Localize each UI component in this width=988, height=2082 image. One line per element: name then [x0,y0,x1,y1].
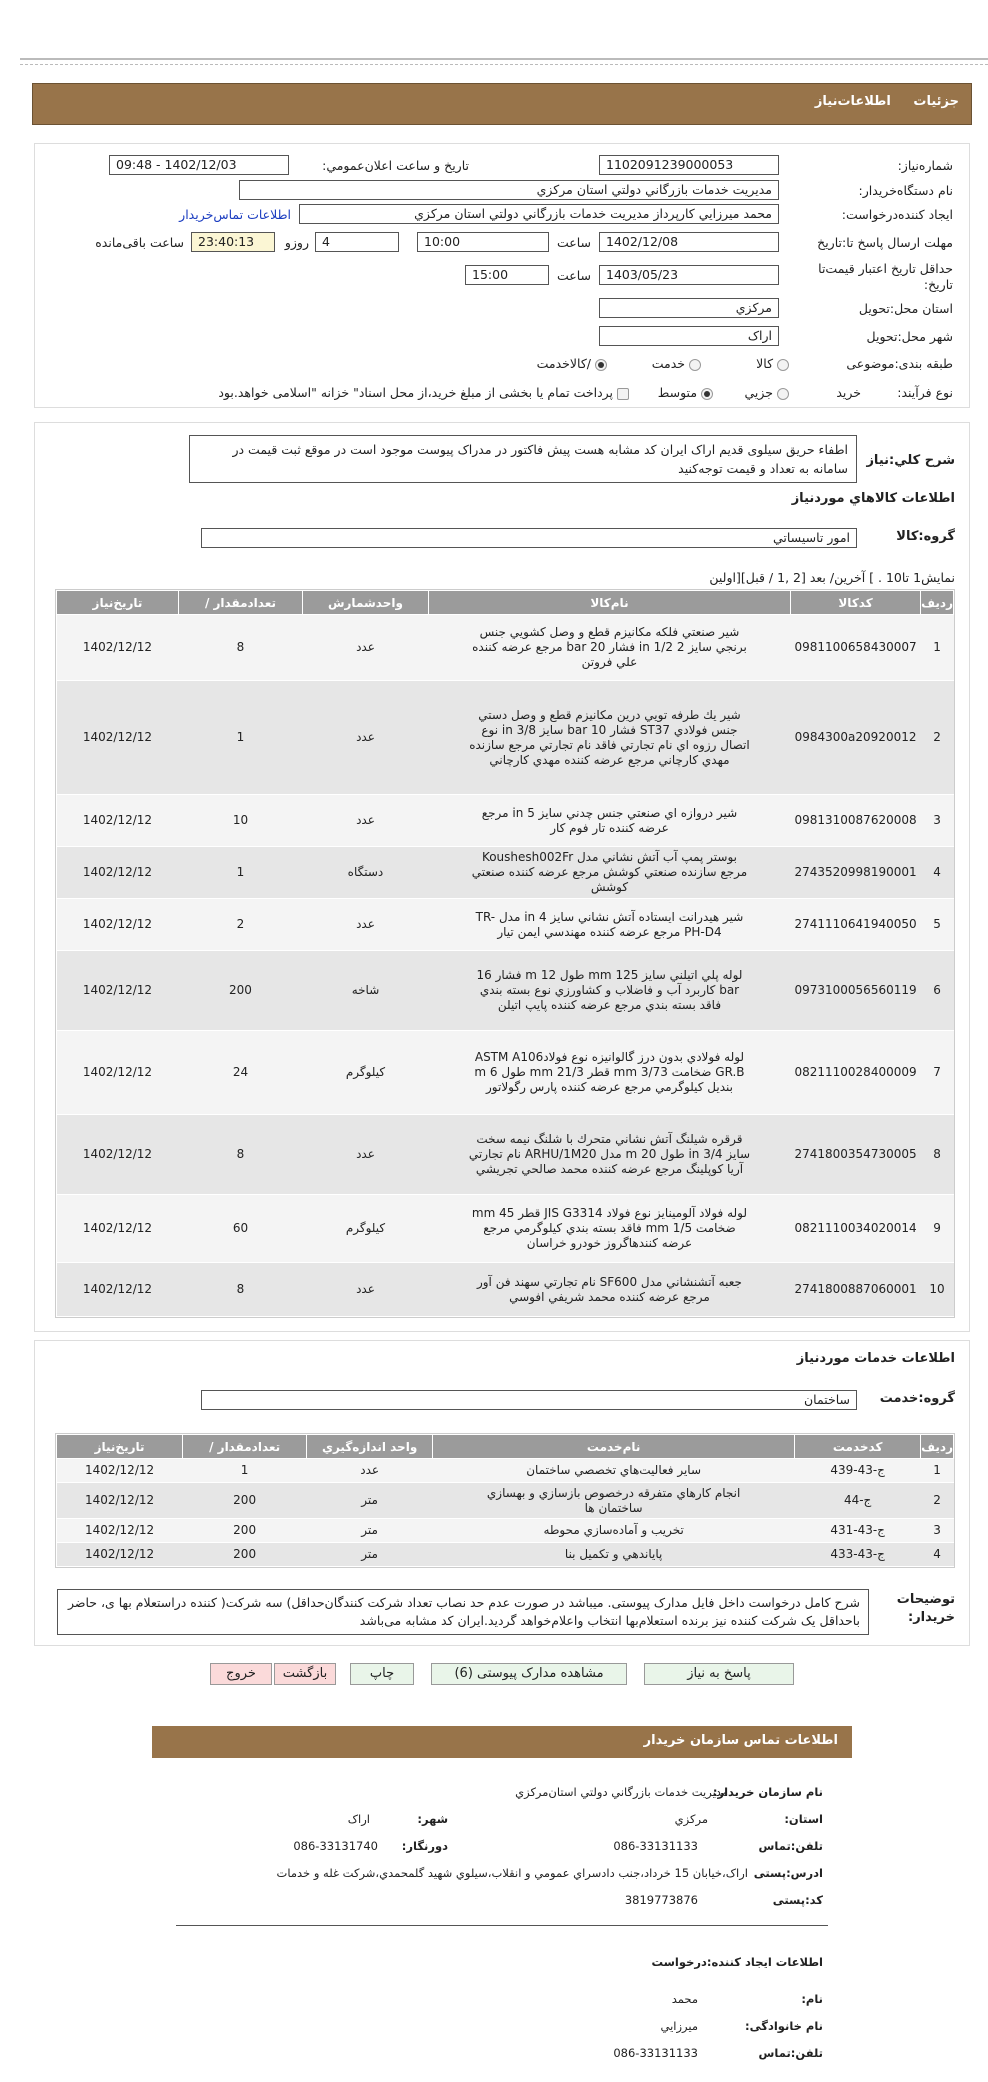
cell-n: 4 [921,1543,954,1567]
need-number-label: شماره‌نیاز: [897,158,953,173]
table-row [57,681,954,795]
table-row [57,1543,954,1567]
creator-tel-label: تلفن:تماس [758,2046,823,2060]
province-field: مركزي [599,298,779,318]
col-row: رديف [921,1435,954,1459]
cell-name: لوله فولادي بدون درز گالوانيزه نوع فولادASTM A106 GR.B ضخامت 3/73 mm قطر 21/3 mm طول 6 m بنديل كيلوگرمي مرجع عرضه كننده پارس رگولاتور [428,1031,790,1115]
cell-code: 2741800354730005 [790,1115,920,1195]
fax-label: دورنگار: [401,1839,448,1853]
cell-code: 0821110028400009 [790,1031,920,1115]
buyer-contact-link[interactable]: اطلاعات تماس‌خريدار [179,207,291,222]
service-group-label: گروه:خدمت [879,1391,955,1406]
table-row [57,847,954,899]
validity-time-label: ساعت [556,268,591,283]
cell-code: 0984300a20920012 [790,681,920,795]
cell-unit: عدد [302,681,428,795]
city-contact-value: اراک [347,1812,370,1826]
validity-date-field: 1403/05/23 [599,265,779,285]
cell-n: 3 [921,795,954,847]
city-field: اراک [599,326,779,346]
cell-date: 1402/12/12 [57,899,179,951]
cell-date: 1402/12/12 [57,615,179,681]
cell-unit: عدد [307,1459,433,1483]
services-title: اطلاعات خدمات مورد‌نياز [796,1351,955,1366]
table-row [57,1115,954,1195]
cell-unit: كيلوگرم [302,1195,428,1263]
cell-qty: 1 [178,847,302,899]
name-label: نام: [801,1992,823,2006]
cell-qty: 10 [178,795,302,847]
cell-qty: 8 [178,1263,302,1317]
cell-unit: عدد [302,795,428,847]
remaining-time-field: 23:40:13 [191,232,275,252]
back-button[interactable]: بازگشت [274,1663,336,1685]
cell-n: 3 [921,1519,954,1543]
goods-title: اطلاعات کالاهاي مورد‌نياز [791,491,955,506]
cell-unit: عدد [302,1115,428,1195]
cell-date: 1402/12/12 [57,1459,183,1483]
table-row [57,1519,954,1543]
process-label: نوع فرآیند: [897,385,953,400]
cell-code: 0821110034020014 [790,1195,920,1263]
cell-qty: 8 [178,615,302,681]
cell-name: لوله فولاد آلومينايز نوع فولاد JIS G3314 قطر 45 mm ضخامت 1/5 mm فاقد بسته بندي كيلوگرمي مرجع عرضه كنندهاگروز خودرو خراسان [428,1195,790,1263]
table-row [57,899,954,951]
cell-code: 2743520998190001 [790,847,920,899]
col-unit: واحدشمارش [302,591,428,615]
province-label: استان محل:تحويل [858,301,953,316]
cell-qty: 60 [178,1195,302,1263]
services-panel [34,1340,970,1646]
col-name: نام‌خدمت [433,1435,795,1459]
province-contact-value: مركزي [674,1812,708,1826]
table-row [57,1459,954,1483]
radio-icon[interactable] [689,359,701,371]
tab-details[interactable]: جزئیات [913,94,959,109]
goods-panel [34,422,970,1332]
goods-group-field: امور تاسيساتي [201,528,857,548]
buyer-label: نام دستگاه‌خريدار: [858,183,953,198]
cell-unit: عدد [302,1263,428,1317]
cell-qty: 2 [178,899,302,951]
services-table [56,1434,954,1567]
creator-tel-value: 086-33131133 [613,2046,698,2060]
radio-icon[interactable] [777,359,789,371]
treasury-option[interactable]: پرداخت تمام يا بخشی از مبلغ خريد،از محل اسناد" خزانه "اسلامی خواهد.بود [218,385,629,400]
need-info-panel [34,143,970,408]
cell-date: 1402/12/12 [57,1483,183,1519]
cell-n: 4 [921,847,954,899]
cell-date: 1402/12/12 [57,847,179,899]
cell-name: پاياندهي و تكميل بنا [433,1543,795,1567]
category-goods-option[interactable]: کالا [756,356,789,371]
deadline-time-label: ساعت [556,235,591,250]
cell-date: 1402/12/12 [57,1519,183,1543]
days-label: روزو [284,235,309,250]
summary-text: اطفاء حریق سیلوی قدیم اراک ایران کد مشابه هست پیش فاکتور در مدراک پیوست موجود است در موقع ثبت قیمت در سامانه به تعداد و قیمت توجه‌کنید [189,435,857,483]
table-row [57,1031,954,1115]
cell-date: 1402/12/12 [57,681,179,795]
creator-label: ايجاد کننده‌درخواست: [841,207,953,222]
cell-unit: شاخه [302,951,428,1031]
cell-qty: 200 [183,1519,307,1543]
buyer-notes-label: توضيحات خريدار: [896,1592,955,1625]
col-code: کدخدمت [795,1435,921,1459]
col-unit: واحد اندازه‌گيري [307,1435,433,1459]
cell-date: 1402/12/12 [57,1263,179,1317]
cell-code: ج-43-439 [795,1459,921,1483]
postal-label: کد:پستی [772,1893,823,1907]
col-date: تاريخ‌نياز [57,591,179,615]
cell-name: لوله پلي اتيلني سايز 125 mm طول 12 m فشار 16 bar كاربرد آب و فاضلاب و كشاورزي نوع بسته بندي فاقد بسته بندي مرجع عرضه كننده پايپ اتيلن [428,951,790,1031]
cell-code: 0981100658430007 [790,615,920,681]
radio-selected-icon[interactable] [595,359,607,371]
contact-divider [176,1925,828,1926]
buyer-field: مديريت خدمات بازرگاني دولتي استان مركزي [239,180,779,200]
tel-value: 086-33131133 [613,1839,698,1853]
category-service-option[interactable]: خدمت [652,356,701,371]
cell-n: 5 [921,899,954,951]
table-row [57,1263,954,1317]
cell-code: 2741800887060001 [790,1263,920,1317]
cell-n: 6 [921,951,954,1031]
cell-unit: متر [307,1543,433,1567]
cell-qty: 200 [183,1543,307,1567]
need-number-field: 1102091239000053 [599,155,779,175]
cell-unit: دستگاه [302,847,428,899]
col-qty: تعدادمقدار / [178,591,302,615]
pagination[interactable]: نمايش1 تا10 . ] آخرين/ بعد [2 ,1 / قبل][اولين [709,570,955,585]
cell-qty: 1 [183,1459,307,1483]
cell-unit: متر [307,1483,433,1519]
address-label: ادرس:پستی [753,1866,823,1880]
cell-name: جعبه آتشنشاني مدل SF600 نام تجارتي سهند فن آور مرجع عرضه كننده محمد شريفي افوسي [428,1263,790,1317]
cell-n: 1 [921,1459,954,1483]
cell-n: 8 [921,1115,954,1195]
cell-date: 1402/12/12 [57,951,179,1031]
table-row [57,615,954,681]
cell-qty: 1 [178,681,302,795]
cell-n: 10 [921,1263,954,1317]
cell-n: 7 [921,1031,954,1115]
reply-button[interactable]: پاسخ به نياز [644,1663,794,1685]
table-row [57,1195,954,1263]
org-value: مديريت خدمات بازرگاني دولتي استان‌مركزي [515,1785,728,1799]
fax-value: 086-33131740 [293,1839,378,1853]
process-minor-option[interactable]: جزيي [744,385,789,400]
cell-qty: 24 [178,1031,302,1115]
radio-icon[interactable] [777,388,789,400]
process-medium-option[interactable]: متوسط [658,385,713,400]
cell-name: تخريب و آماده‌سازي محوطه [433,1519,795,1543]
cell-code: ج-43-433 [795,1543,921,1567]
cell-name: شير دروازه اي صنعتي جنس چدني سايز 5 in مرجع عرضه كننده تار فوم كار [428,795,790,847]
checkbox-icon[interactable] [617,388,629,400]
cell-code: ج-44 [795,1483,921,1519]
tab-need-info[interactable]: اطلاعات‌نیاز [814,94,891,109]
services-table-wrapper [55,1433,955,1568]
cell-name: شير صنعتي فلكه مكانيزم قطع و وصل كشويي جنس برنجي سايز 2 in 1/2 فشار 20 bar مرجع عرضه كننده علي فروتن [428,615,790,681]
days-field: 4 [315,232,399,252]
cell-name: انجام كارهاي متفرقه درخصوص بازسازي و بهسازي ساختمان ها [433,1483,795,1519]
org-label: نام سازمان خريدار: [712,1785,823,1799]
cell-qty: 200 [183,1483,307,1519]
cell-date: 1402/12/12 [57,1543,183,1567]
deadline-label: مهلت ارسال پاسخ تا:تاریخ [817,235,953,250]
address-value: اراک،خيابان 15 خرداد،جنب دادسراي عمومي و انقلاب،سيلوي شهيد گلمحمدي،شركت غله و خدمات [276,1866,748,1880]
family-value: ميرزايي [660,2019,698,2033]
cell-n: 1 [921,615,954,681]
validity-label: حداقل تاريخ اعتبار قيمت‌تا تاريخ: [818,261,953,292]
process-buy: خرید [836,385,861,400]
service-group-field: ساختمان [201,1390,857,1410]
top-divider-dashed [20,64,988,65]
col-row: رديف [921,591,954,615]
cell-code: 2741110641940050 [790,899,920,951]
category-both-option[interactable]: /کالاخدمت [537,356,607,371]
cell-unit: عدد [302,615,428,681]
province-contact-label: استان: [784,1812,823,1826]
cell-n: 9 [921,1195,954,1263]
name-value: محمد [671,1992,698,2006]
deadline-time-field: 10:00 [417,232,549,252]
top-divider [20,58,988,60]
col-date: تاريخ‌نياز [57,1435,183,1459]
cell-name: ساير فعاليت‌هاي تخصصي ساختمان [433,1459,795,1483]
col-name: نام‌کالا [428,591,790,615]
table-row [57,1483,954,1519]
cell-date: 1402/12/12 [57,1115,179,1195]
cell-qty: 200 [178,951,302,1031]
postal-value: 3819773876 [624,1893,698,1907]
cell-unit: متر [307,1519,433,1543]
remaining-label: ساعت باقی‌مانده [95,235,184,250]
creator-info-title: اطلاعات ایجاد کننده:درخواست [651,1955,823,1969]
deadline-date-field: 1402/12/08 [599,232,779,252]
cell-n: 2 [921,1483,954,1519]
category-label: طبقه بندی:موضوعی [846,356,953,371]
summary-label: شرح کلي:نياز [866,453,955,468]
cell-code: 0981310087620008 [790,795,920,847]
goods-table [56,590,954,1317]
cell-name: شير هيدرانت ايستاده آتش نشاني سايز 4 in مدل TR-PH-D4 مرجع عرضه كننده مهندسي ايمن تيار [428,899,790,951]
cell-date: 1402/12/12 [57,1195,179,1263]
family-label: نام خانوادگی: [745,2019,823,2033]
table-row [57,951,954,1031]
cell-code: 0973100056560119 [790,951,920,1031]
contact-header: اطلاعات تماس سازمان خريدار [152,1726,852,1758]
goods-group-label: گروه:کالا [896,529,955,544]
view-documents-button[interactable]: مشاهده مدارک پيوستی (6) [431,1663,627,1685]
cell-qty: 8 [178,1115,302,1195]
cell-code: ج-43-431 [795,1519,921,1543]
goods-table-wrapper [55,589,955,1318]
cell-date: 1402/12/12 [57,795,179,847]
page-header [32,83,972,125]
goods-table-header [57,591,954,615]
col-qty: تعدادمقدار / [183,1435,307,1459]
col-code: کدکالا [790,591,920,615]
announce-field: 1402/12/03 - 09:48 [109,155,289,175]
cell-unit: عدد [302,899,428,951]
cell-unit: كيلوگرم [302,1031,428,1115]
cell-name: شير يك طرفه تويي درين مكانيزم قطع و وصل دستي جنس فولادي ST37 فشار 10 bar سايز 3/8 in نوع اتصال رزوه اي نام تجارتي فاقد نام تجارتي مرجع سازنده مهدي كارچاني مرجع عرضه كننده مهدي كارچاني [428,681,790,795]
cell-name: بوستر پمپ آب آتش نشاني مدل Koushesh002Fr مرجع سازنده صنعتي كوشش مرجع عرضه كننده صنعتي كوشش [428,847,790,899]
city-contact-label: شهر: [417,1812,448,1826]
services-table-header [57,1435,954,1459]
tel-label: تلفن:تماس [758,1839,823,1853]
validity-time-field: 15:00 [465,265,549,285]
radio-selected-icon[interactable] [701,388,713,400]
exit-button[interactable]: خروج [210,1663,272,1685]
cell-n: 2 [921,681,954,795]
cell-name: قرقره شيلنگ آتش نشاني متحرك با شلنگ نيمه سخت سايز 3/4 in طول 20 m مدل ARHU/1M20 نام تجارتي آريا كوپلينگ مرجع عرضه كننده محمد صالحي تجريشي [428,1115,790,1195]
cell-date: 1402/12/12 [57,1031,179,1115]
table-row [57,795,954,847]
print-button[interactable]: چاپ [350,1663,414,1685]
city-label: شهر محل:تحويل [866,329,953,344]
buyer-notes-text: شرح کامل درخواست داخل فایل مدارک پیوستی. میباشد در صورت عدم حد نصاب تعداد شرکت کنندگان‌حداقل) سه شرکت( کننده دراستعلام بها ی، حاضر باحداقل یک شرکت کننده نیز برنده استعلام‌بها انتخاب واعلام‌خواهد گردید.ایران کد مشابه می‌باشد [57,1589,869,1635]
announce-label: تاریخ و ساعت اعلان‌عمومي: [322,158,469,173]
creator-field: محمد ميرزايي كارپرداز مديريت خدمات بازرگاني دولتي استان مركزي [299,204,779,224]
